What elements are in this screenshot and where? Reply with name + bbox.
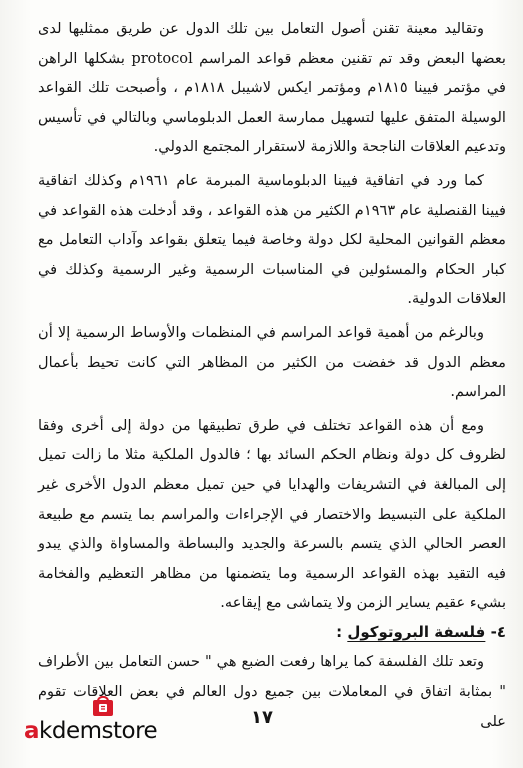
section-title: فلسفة البروتوكول xyxy=(347,622,486,641)
section-number: ٤- xyxy=(490,622,506,641)
paragraph-1: وتقاليد معينة تقنن أصول التعامل بين تلك الدول عن طريق ممثليها لدى بعضها البعض وقد تم تقنين معظم قواعد المراسم protocol بشكلها الراهن في مؤتمر فيينا ١٨١٥م ومؤتمر ايكس لاشيبل ١٨١٨م ، وأصبحت تلك القواعد الوسيلة المتفق عليها لتسهيل ممارسة العمل الدبلوماسي وبالتالي في تأسيس وتدعيم العلاقات الناجحة واللازمة لاستقرار المجتمع الدولي. xyxy=(38,20,506,156)
logo-rest: kdemstore xyxy=(39,718,158,744)
section-colon: : xyxy=(336,622,343,641)
logo-first-letter: a xyxy=(24,718,40,744)
akdemstore-logo xyxy=(24,692,194,756)
shopping-bag-icon xyxy=(90,692,116,718)
section-heading xyxy=(38,618,506,648)
paragraph-2: كما ورد في اتفاقية فيينا الدبلوماسية المبرمة عام ١٩٦١م وكذلك اتفاقية فيينا القنصلية عام ١٩٦٣م الكثير من هذه القواعد ، وقد أدخلت هذه القواعد في معظم القوانين المحلية لكل دولة وخاصة فيما يتعلق بقواعد وآداب التعامل مع كبار الحكام والمسئولين في المناسبات الرسمية وغير الرسمية وكذلك في العلاقات الدولية. xyxy=(38,171,506,308)
page-number: ١٧ xyxy=(251,707,273,728)
paragraph-4: ومع أن هذه القواعد تختلف في طرق تطبيقها من دولة إلى أخرى وفقا لظروف كل دولة ونظام الحكم السائد بها ؛ فالدول الملكية مثلا ما زالت تميل إلى المبالغة في التشريفات والهدايا في حين تميل معظم الدول الأخرى غير الملكية على التبسيط والاختصار في الإجراءات والمراسم بما يتسم مع طبيعة العصر الحالي الذي يتسم بالسرعة والجديد والبساطة والمساواة والذي يبدو فيه التقيد بهذه القواعد الرسمية وما يتضمنها من مظاهر التعظيم والفخامة بشيء عقيم يساير الزمن ولا يتماشى مع إيقاعه. xyxy=(38,416,506,612)
logo-wordmark xyxy=(24,718,157,744)
page-body xyxy=(38,14,506,736)
paragraph-3: وبالرغم من أهمية قواعد المراسم في المنظمات والأوساط الرسمية إلا أن معظم الدول قد خفضت من الكثير من المظاهر التي كانت تحيط بأعمال المراسم. xyxy=(38,323,506,401)
closing-paragraph: وتعد تلك الفلسفة كما يراها رفعت الضبع هي " حسن التعامل بين الأطراف " بمثابة اتفاق في المعاملات بين جميع دول العالم في بعض العلاقات تقوم على xyxy=(38,653,506,730)
